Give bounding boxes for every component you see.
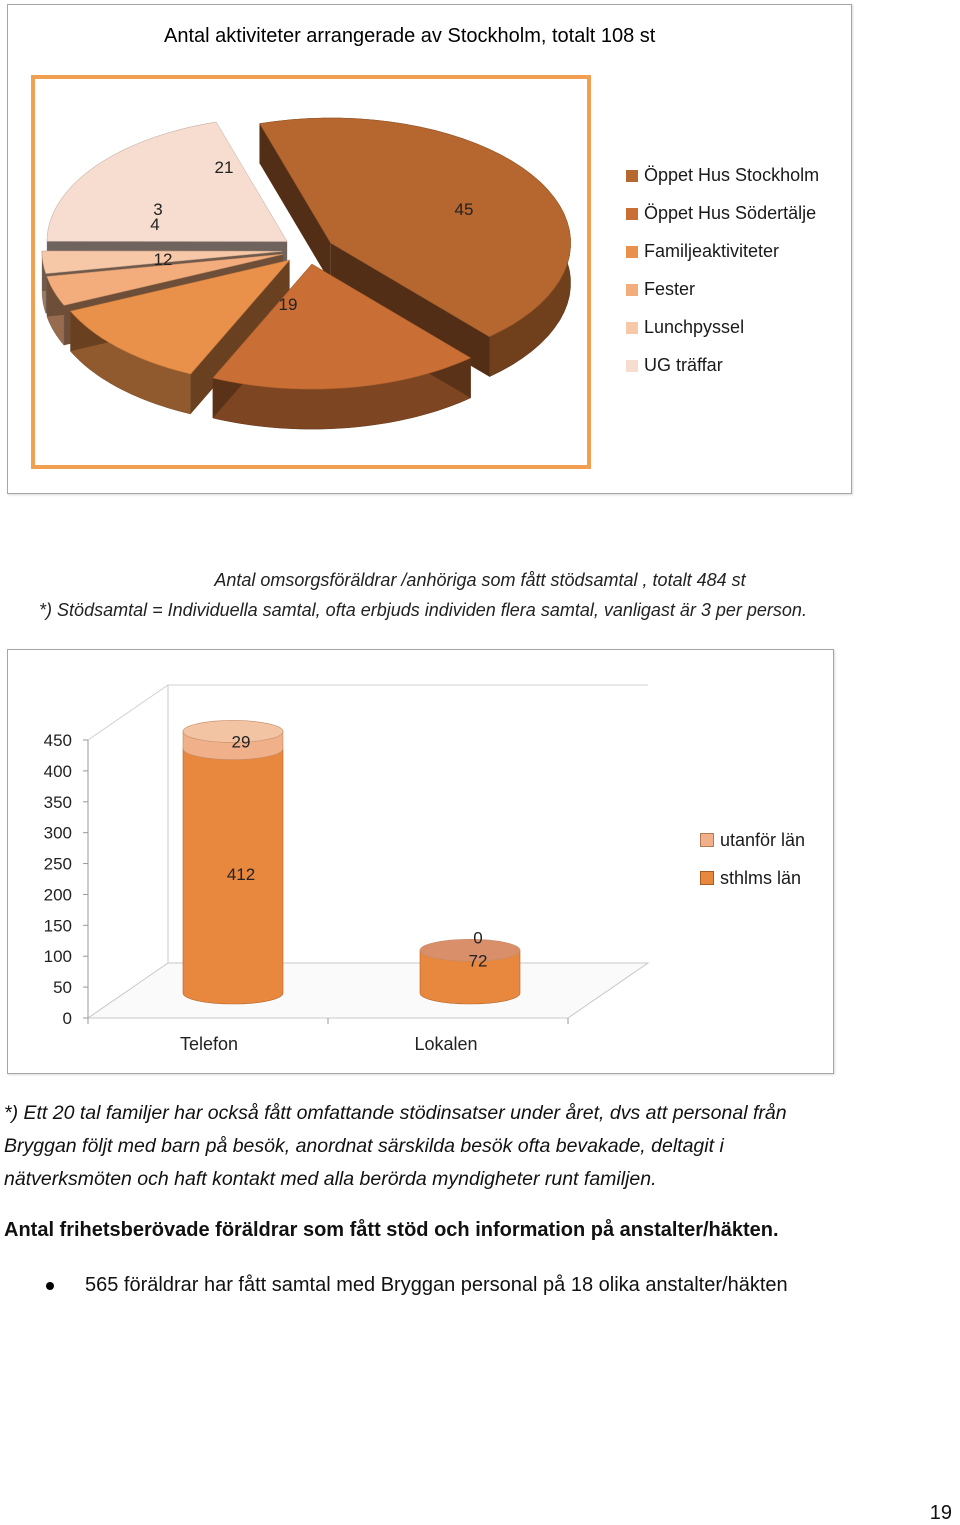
pie-data-label: 45 xyxy=(454,200,474,219)
bullet-text: 565 föräldrar har fått samtal med Bryggan personal på 18 olika anstalter/häkten xyxy=(85,1274,788,1296)
legend-swatch xyxy=(626,246,638,258)
bar-cylinder-telefon xyxy=(183,720,283,1004)
y-tick-label: 0 xyxy=(62,1009,72,1028)
legend-swatch xyxy=(700,871,714,885)
bar-data-label: 72 xyxy=(468,951,488,971)
legend-swatch xyxy=(626,360,638,372)
y-tick-label: 400 xyxy=(43,761,72,781)
legend-swatch xyxy=(626,284,638,296)
pie-data-label: 21 xyxy=(214,158,234,177)
bar-legend xyxy=(700,830,805,906)
legend-label: Öppet Hus Södertälje xyxy=(644,203,817,223)
y-tick-label: 350 xyxy=(43,792,72,812)
legend-item-oppet-hus-stockholm xyxy=(626,165,819,203)
x-category-label: Lokalen xyxy=(414,1034,478,1054)
y-tick-label: 450 xyxy=(43,731,72,750)
bar-data-label: 412 xyxy=(226,865,256,884)
legend-label: Lunchpyssel xyxy=(644,317,745,337)
pie-data-label: 4 xyxy=(150,215,160,234)
legend-swatch xyxy=(626,208,638,220)
legend-item-sthlms-lan xyxy=(700,868,805,906)
legend-item-utanfor-lan xyxy=(700,830,805,868)
y-tick-label: 100 xyxy=(43,947,72,967)
bar-chart-footnote: *) Stödsamtal = Individuella samtal, ofta erbjuds individen flera samtal, vanligast är 3 per person. xyxy=(39,600,807,620)
legend-swatch xyxy=(700,833,714,847)
bar-chart-frame xyxy=(7,649,834,1074)
page-number: 19 xyxy=(929,1502,952,1524)
legend-item-ug-traffar xyxy=(626,355,819,393)
y-tick-label: 300 xyxy=(43,823,72,843)
legend-item-familjeaktiviteter xyxy=(626,241,819,279)
pie-data-label: 3 xyxy=(153,200,163,219)
legend-label: sthlms län xyxy=(720,868,802,888)
bar-chart-walls xyxy=(88,685,648,1018)
y-tick-label: 150 xyxy=(43,916,72,936)
legend-item-oppet-hus-sodertalje xyxy=(626,203,819,241)
legend-label: utanför län xyxy=(720,830,806,850)
y-tick-label: 250 xyxy=(43,854,72,874)
pie-data-label: 19 xyxy=(278,295,298,314)
legend-swatch xyxy=(626,322,638,334)
bullet-icon xyxy=(46,1282,54,1290)
x-category-label: Telefon xyxy=(179,1034,239,1054)
bar-data-label: 0 xyxy=(473,928,483,948)
bullet-list-item xyxy=(0,1274,960,1304)
pie-legend xyxy=(626,165,819,393)
pie-chart-title: Antal aktiviteter arrangerade av Stockholm, totalt 108 st xyxy=(164,25,656,47)
legend-swatch xyxy=(626,170,638,182)
pie-chart-frame xyxy=(7,4,852,494)
y-tick-label: 200 xyxy=(43,885,72,905)
pie-data-label: 12 xyxy=(153,250,173,269)
legend-label: Fester xyxy=(644,279,696,299)
bar-data-label: 29 xyxy=(231,732,251,752)
legend-item-fester xyxy=(626,279,819,317)
bar-chart-caption: Antal omsorgsföräldrar /anhöriga som fått stödsamtal , totalt 484 st xyxy=(214,570,746,590)
legend-label: UG träffar xyxy=(644,355,723,375)
section-heading: Antal frihetsberövade föräldrar som fått stöd och information på anstalter/häkten. xyxy=(4,1219,779,1241)
legend-item-lunchpyssel xyxy=(626,317,819,355)
support-paragraph: *) Ett 20 tal familjer har också fått omfattande stödinsatser under året, dvs att personal från Bryggan följt med barn på besök, anordnat särskilda besök ofta bevakade, deltagit i nätverksmöten och haft kontakt med alla berörda myndigheter runt familjen. xyxy=(4,1102,787,1190)
legend-label: Öppet Hus Stockholm xyxy=(644,165,820,185)
y-tick-label: 50 xyxy=(53,978,72,998)
bar-cylinder-lokalen xyxy=(420,939,520,1004)
legend-label: Familjeaktiviteter xyxy=(644,241,780,261)
